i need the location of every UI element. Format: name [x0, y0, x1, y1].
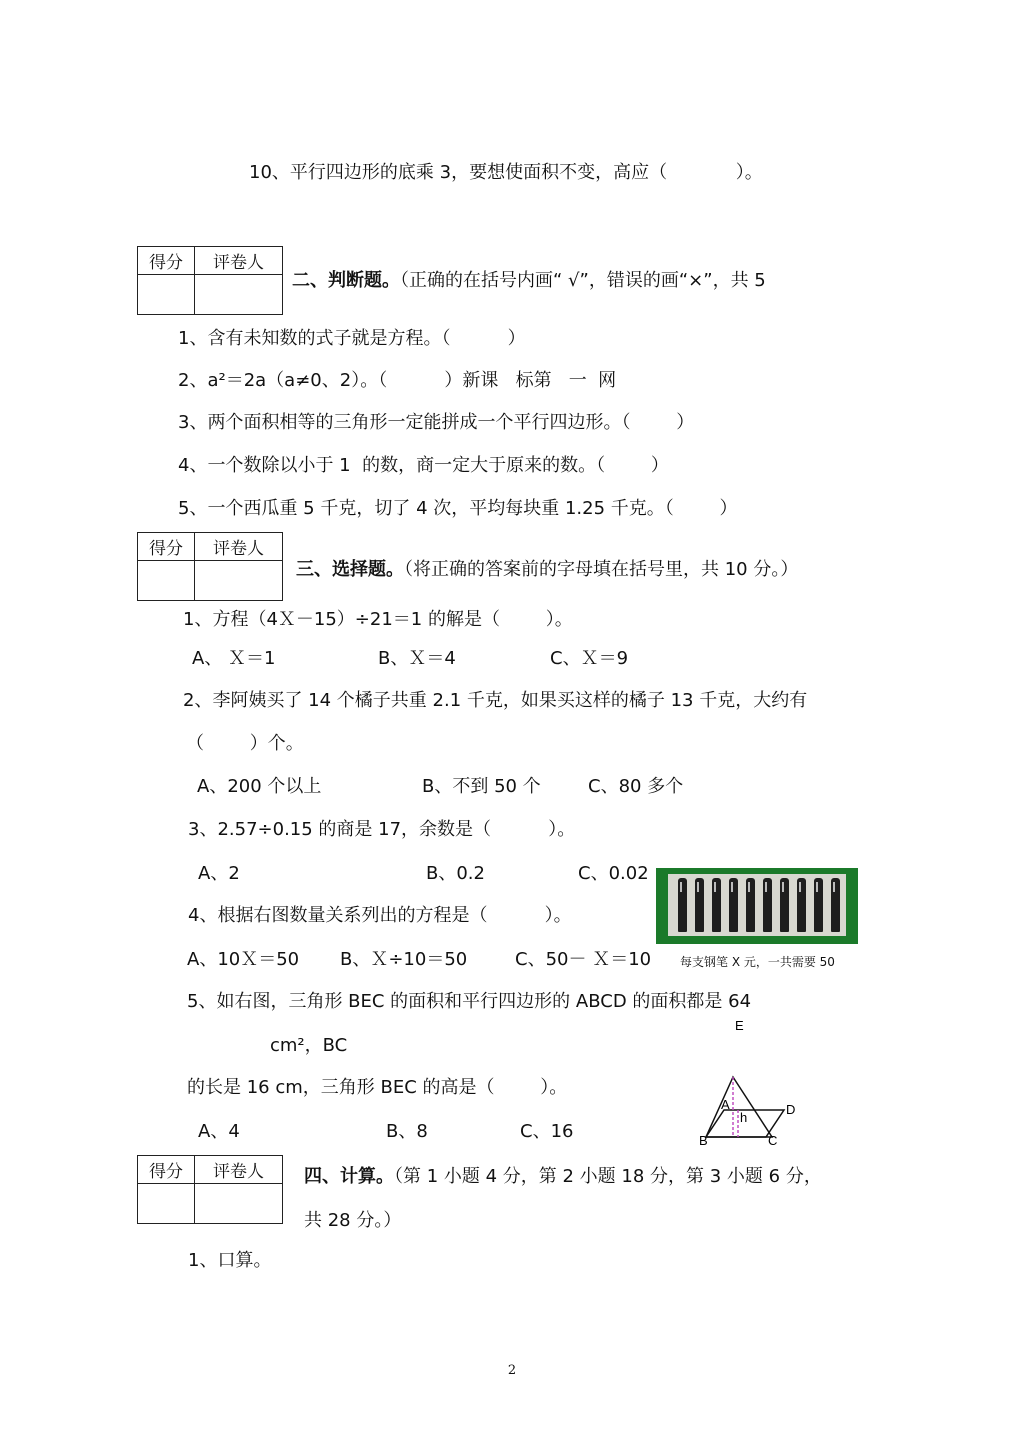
grader-header: 评卷人	[195, 1156, 283, 1184]
section-4-desc: （第 1 小题 4 分，第 2 小题 18 分，第 3 小题 6 分，	[394, 1166, 822, 1187]
grader-header: 评卷人	[195, 533, 283, 561]
choice-q4: 4、根据右图数量关系列出的方程是（ ）。	[188, 905, 572, 926]
choice-q5-line3: 的长是 16 cm，三角形 BEC 的高是（ ）。	[187, 1077, 568, 1098]
choice-q5-option-a: A、4	[198, 1121, 240, 1142]
grader-cell[interactable]	[195, 275, 283, 315]
choice-q3: 3、2.57÷0.15 的商是 17，余数是（ ）。	[188, 819, 576, 840]
section-3-heading	[296, 559, 798, 581]
label-d: D	[786, 1102, 796, 1117]
triangle-bec	[706, 1077, 772, 1137]
section-4-desc-2: 共 28 分。）	[304, 1210, 402, 1231]
score-cell[interactable]	[138, 561, 195, 601]
section-3-desc: （将正确的答案前的字母填在括号里，共 10 分。）	[404, 559, 799, 580]
choice-q3-option-a: A、2	[198, 863, 240, 884]
pens-photo	[656, 868, 858, 944]
choice-q1-option-c: C、Ｘ＝9	[550, 648, 629, 669]
choice-q2-line2: （ ）个。	[186, 733, 304, 754]
judge-item-1: 1、含有未知数的式子就是方程。（ ）	[178, 328, 526, 349]
label-b: B	[699, 1133, 708, 1148]
score-table	[137, 1155, 283, 1224]
score-cell[interactable]	[138, 275, 195, 315]
choice-q5-line1: 5、如右图，三角形 BEC 的面积和平行四边形的 ABCD 的面积都是 64	[187, 991, 752, 1012]
choice-q4-option-a: A、10Ｘ＝50	[187, 949, 300, 970]
label-e: E	[735, 1018, 744, 1033]
score-cell[interactable]	[138, 1184, 195, 1224]
label-a: A	[721, 1097, 730, 1112]
judge-item-5: 5、一个西瓜重 5 千克，切了 4 次，平均每块重 1.25 千克。（ ）	[178, 498, 738, 519]
choice-q3-option-b: B、0.2	[426, 863, 485, 884]
score-header: 得分	[138, 533, 195, 561]
choice-q5-option-b: B、8	[386, 1121, 428, 1142]
section-4-title: 四、计算。	[304, 1166, 394, 1187]
section-4-heading	[304, 1166, 822, 1188]
choice-q2-option-c: C、80 多个	[588, 776, 684, 797]
score-header: 得分	[138, 247, 195, 275]
section-2-heading	[292, 270, 766, 292]
choice-q4-option-b: B、Ｘ÷10＝50	[340, 949, 468, 970]
section-2-title: 二、判断题。	[292, 270, 400, 291]
judge-item-3: 3、两个面积相等的三角形一定能拼成一个平行四边形。（ ）	[178, 412, 695, 433]
label-c: C	[768, 1133, 778, 1148]
parallelogram-figure	[690, 1012, 810, 1152]
choice-q3-option-c: C、0.02	[578, 863, 649, 884]
choice-q5-line2: cm²，BC	[270, 1035, 348, 1056]
grader-cell[interactable]	[195, 561, 283, 601]
pens-box	[668, 874, 846, 936]
score-table	[137, 532, 283, 601]
choice-q4-option-c: C、50－ Ｘ＝10	[515, 949, 652, 970]
section-3-title: 三、选择题。	[296, 559, 404, 580]
choice-q2-option-b: B、不到 50 个	[422, 776, 541, 797]
choice-q2-line1: 2、李阿姨买了 14 个橘子共重 2.1 千克，如果买这样的橘子 13 千克，大约有	[183, 690, 808, 711]
choice-q5-option-c: C、16	[520, 1121, 574, 1142]
page-number: 2	[507, 1363, 517, 1378]
choice-q2-option-a: A、200 个以上	[197, 776, 322, 797]
score-table	[137, 246, 283, 315]
label-h: h	[740, 1110, 748, 1125]
grader-header: 评卷人	[195, 247, 283, 275]
choice-q1-option-a: A、 Ｘ＝1	[192, 648, 276, 669]
judge-item-2: 2、a²＝2a（a≠0、2）。（ ）新课 标第 一 网	[178, 370, 617, 391]
choice-q1: 1、方程（4Ｘ－15）÷21＝1 的解是（ ）。	[183, 609, 573, 630]
judge-item-4: 4、一个数除以小于 1 的数，商一定大于原来的数。（ ）	[178, 455, 669, 476]
question-10: 10、平行四边形的底乘 3，要想使面积不变，高应（ ）。	[249, 162, 763, 183]
calc-item-1: 1、口算。	[188, 1250, 272, 1271]
pens-caption: 每支钢笔 X 元，一共需要 50	[680, 955, 835, 969]
choice-q1-option-b: B、Ｘ＝4	[378, 648, 456, 669]
grader-cell[interactable]	[195, 1184, 283, 1224]
section-2-desc: （正确的在括号内画“ √”，错误的画“×”，共 5	[400, 270, 766, 291]
score-header: 得分	[138, 1156, 195, 1184]
